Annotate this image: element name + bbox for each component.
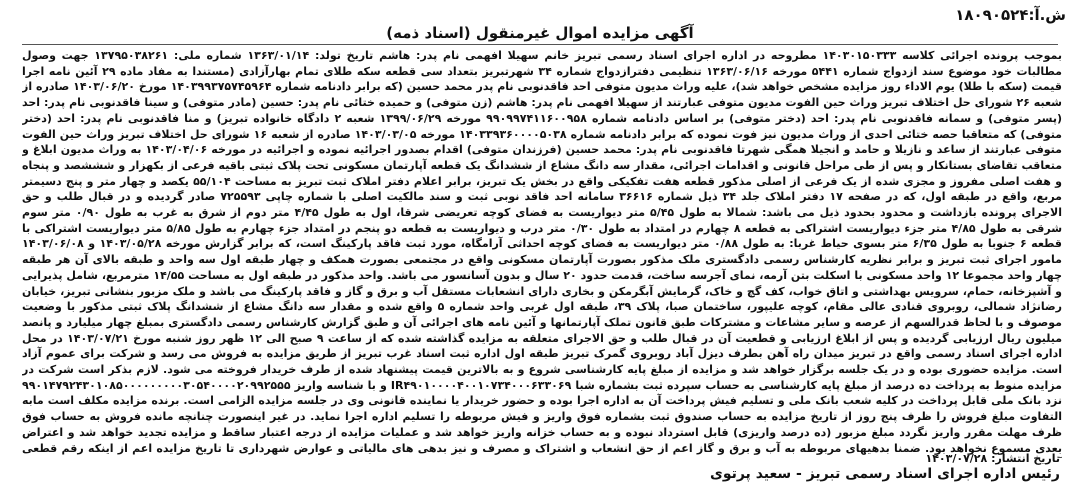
notice-paragraph: بموجب پرونده اجرائی کلاسه ۱۴۰۳۰۱۵۰۳۳۳ مطروحه در اداره اجرای اسناد رسمی تبریز خانم سهیلا افهمی نام پدر: هاشم تاریخ تولد: ۱۳۶۳/۰۱/۱۴ شماره ملی: ۱۳۷۹۵۰۳۸۲۶۱ جهت وصول مطالبات خود موضوع سند ازدواج شماره ۵۴۴۱ مورخه ۱۳۶۳/۰۶/۱۶ تنظیمی دفترازدواج شماره ۳۴ شهرتبریز بتعداد سی قطعه سکه طلای تمام بهارآزادی (مستندا به مفاد ماده ۲۹ آئین نامه اجرا قیمت (سکه با طلا) یوم الاداء روز مزایده مشخص خواهد شد)، علیه وراث مدیون متوفی احد فاقدنوبی نام پدر محمد حسین (که برابر دادنامه شماره ۱۴۰۳۹۹۳۷۵۷۴۵۹۶۴ مورخ ۱۴۰۳/۰۶/۲۰ صادره از شعبه ۲۶ شورای حل اختلاف تبریز وراث حین الفوت مدیون متوفی عبارتند از سهیلا افهمی نام پدر: هاشم (زن متوفی) و حمیده ختائی نام پدر: حسین (مادر متوفی) و سینا فاقدنوبی نام پدر: احد (پسر متوفی) و سمانه فاقدنوبی نام پدر: احد (دختر متوفی) بر اساس دادنامه شماره ۹۹۰۹۹۷۴۱۱۶۰۰۹۵۸ مورخه ۱۳۹۹/۰۶/۲۹ شعبه ۲ دادگاه خانواده تبریز) و منا فاقدنوبی نام پدر: احد (دختر متوفی) که متعاقبا حصه ختائی احدی از وراث مدیون نیز فوت نموده که برابر دادنامه شماره ۱۴۰۳۳۹۳۶۰۰۰۰۵۰۳۸ مورخه ۱۴۰۳/۰۳/۰۵ صادره از شعبه ۱۶ شورای حل اختلاف تبریز وراث حین الفوت متوفی عبارتند از ساعد و نازیلا و حامد و انجیلا همگی شهرتا فاقدنوبی نام پدر: محمد حسین (فرزندان متوفی) اقدام بصدور اجرائیه نموده و اجرائیه در مورخه ۱۴۰۳/۰۴/۰۶ به وراث مدیون ابلاغ و متعاقب تقاضای بستانکار و پس از طی مراحل قانونی و اقدامات اجرائی، مقدار سه دانگ مشاع از ششدانگ یک قطعه آپارتمان مسکونی تحت پلاک ثبتی باقیه فرعی از بکهزار و شششصد و پنجاه و هفت اصلی مفروز و مجزی شده از یک فرعی از اصلی مذکور قطعه هفت تفکیکی واقع در بخش یک تبریز، برابر اعلام دفتر املاک ثبت تبریز به مساحت ۵۵/۱۰۴ یکصد و چهار متر و پنج دسیمتر مربع، واقع در طبقه اول، که در صفحه ۱۷ دفتر املاک جلد ۳۴ ذیل شماره ۳۶۶۱۶ سامانه احد فاقد نوبی ثبت و سند مالکیت اصلی با شماره چاپی ۷۲۵۵۹۳ صادر گردیده و در قبال طلب و حق الاجرای پرونده بازداشت و محدود بحدود ذیل می باشد: شمالا به طول ۵/۴۵ متر دیواریست به فضای کوچه تعریضی شرقا، اول به طول ۴/۴۵ متر دوم از شرق به غرب به طول ۰/۹۰ متر سوم شرقی به طول ۴/۸۵ متر جزء دیواریست اشتراکی به قطعه ۸ چهارم در امتداد به طول ۰/۳۰ متر درب و دیواریست به قطعه دو پنجم در امتداد جزء چهارم به طول ۵/۸۵ متر دیواریست اشتراکی با قطعه ۶ جنوبا به طول ۶/۳۵ متر بسوی حیاط غربا: به طول ۰/۸۸ متر دیواریست به فضای کوچه احداثی آرامگاه، مورد ثبت فاقد پارکینگ است، که برابر گزارش مورخه ۱۴۰۳/۰۵/۲۸ و ۱۴۰۳/۰۶/۰۸ مامور اجرای ثبت تبریز و برابر نظریه کارشناس رسمی دادگستری ملک مذکور بصورت آپارتمان مسکونی واقع در مجتمعی بصورت همکف و چهار طبقه اول سه واحد و طبقه بالای آن هر طبقه چهار واحد مجموعا ۱۲ واحد مسکونی با اسکلت بتن آرمه، نمای آجرسه ساخت، قدمت حدود ۲۰ سال و بدون آسانسور می باشد. واحد مذکور در طبقه اول به مساحت ۱۴/۵۵ مترمربع، شامل پذیرایی و آشپزخانه، حمام، سرویس بهداشتی و اتاق خواب، کف گچ و خاک، گرمایش آبگرمکن و بخاری دارای انشعابات مستقل آب و برق و گاز و فاقد پارکینگ می باشد و ملک مزبور بنشانی تبریز، خیابان رضانژاد شمالی، روبروی قنادی عالی مقام، کوچه علیپور، ساختمان صبا، پلاک ۳۹، طبقه اول غربی واحد شماره ۵ واقع شده و مقدار سه دانگ مشاع از ششدانگ پلاک ثبتی مذکور با وضعیت موصوف و با لحاظ قدرالسهم از عرصه و سایر مشاعات و مشترکات طبق قانون تملک آپارتمانها و آئین نامه های اجرائی آن و طبق گزارش کارشناس رسمی دادگستری بمبلغ چهار میلیارد و پانصد میلیون ریال ارزیابی گردیده و پس از ابلاغ ارزیابی و قطعیت آن در قبال طلب و حق الاجرای متعلقه به مزایده گذاشته شده که از ساعت ۹ صبح الی ۱۲ ظهر روز شنبه مورخ ۱۴۰۳/۰۷/۲۱ در محل اداره اجرای اسناد رسمی واقع در تبریز میدان راه آهن بطرف دیزل آباد روبروی گمرک تبریز طبقه اول اداره ثبت اسناد غرب تبریز از طریق مزایده به فروش می رسد و شرکت برای عموم آزاد است. مزایده حضوری بوده و در یک جلسه برگزار خواهد شد و مزایده از مبلغ پایه کارشناسی شروع و به بالاترین قیمت پیشنهاد شده از طرف خریدار فروخته می شود. لازم بذکر است شرکت در مزایده منوط به پرداخت ده درصد از مبلغ پایه کارشناسی به حساب سپرده ثبت بشماره شبا IR۴۹۰۱۰۰۰۰۴۰۰۱۰۷۳۴۰۰۰۶۳۳۰۶۹ و با شناسه واریز ۹۹۰۱۴۷۹۲۴۳۰۱۰۸۵۰۰۰۰۰۰۰۰۰۳۰۵۴۰۰۰۰۲۰۹۹۲۵۵۵ نزد بانک ملی قابل پرداخت در کلیه شعب بانک ملی و تسلیم فیش پرداخت آن به اداره اجرا بوده و حضور خریدار یا نماینده قانونی وی در جلسه مزایده الزامی است. برنده مزایده مکلف است مابه التفاوت مبلغ فروش را ظرف پنج روز از تاریخ مزایده به حساب صندوق ثبت بشماره فوق واریز و فیش مربوطه را تسلیم اداره اجرا نماید. در غیر اینصورت چنانچه مانده فروش به حساب فوق ظرف مهلت مقرر واریز نگردد مبلغ مزبور (ده درصد واریزی) قابل استرداد نبوده و به حساب خزانه واریز خواهد شد و عملیات مزایده از درجه اعتبار ساقط و مزایده تجدید خواهد شد و اعتراض بعدی مسموع نخواهد بود. ضمنا بدهیهای مربوطه به آب و برق و گاز اعم از حق انشعاب و اشتراک و مصرف و نیز بدهی های مالیاتی و عوارض شهرداری تا تاریخ مزایده اعم از اینکه رقم قطعی	[22, 49, 1062, 455]
title-divider	[22, 44, 1058, 45]
signature-line: رئیس اداره اجرای اسناد رسمی تبریز - سعید پرتوی	[709, 466, 1060, 482]
notice-body	[22, 48, 1062, 458]
notice-title: آگهی مزایده اموال غیرمنقول (اسناد ذمه)	[386, 24, 694, 42]
publication-date: تاریخ انتشار: ۱۴۰۳/۰۷/۲۸	[925, 452, 1060, 465]
reference-number: ش.آ:۱۸۰۹۰۵۲۴	[955, 6, 1066, 24]
